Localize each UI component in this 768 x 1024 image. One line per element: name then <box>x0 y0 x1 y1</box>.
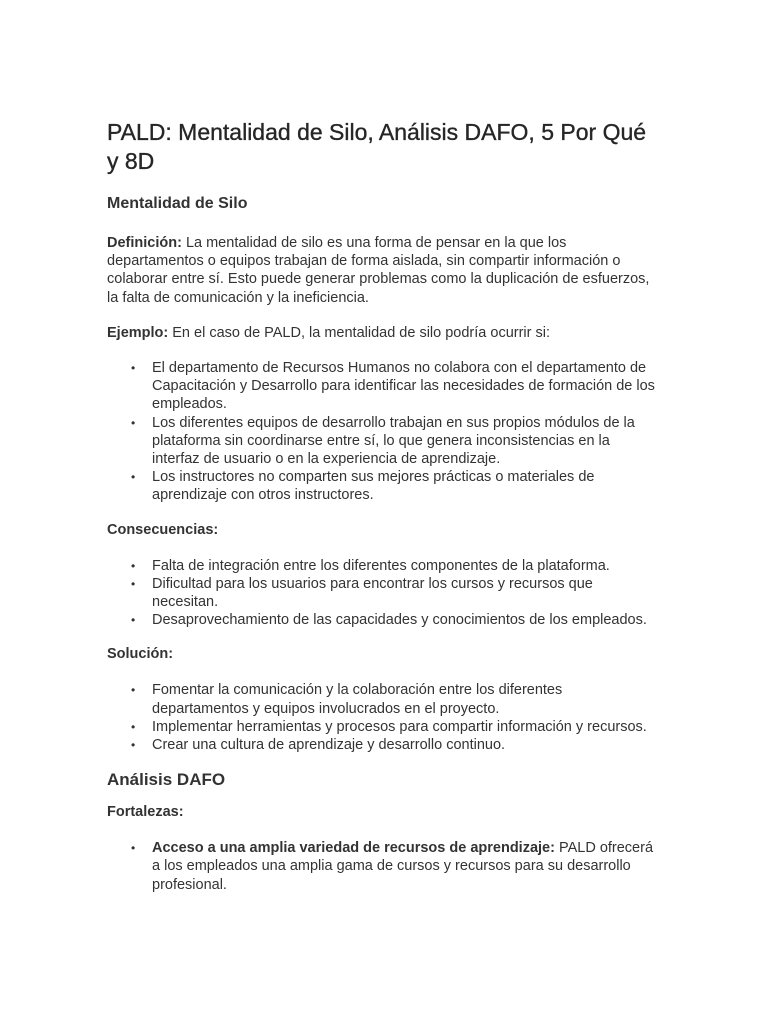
list-item <box>131 468 659 504</box>
strengths-heading: Fortalezas: <box>107 804 184 821</box>
bullet-icon: • <box>131 576 136 591</box>
bullet-icon: • <box>131 841 136 856</box>
section-heading-silo: Mentalidad de Silo <box>107 195 248 212</box>
strength-label: Acceso a una amplia variedad de recursos de aprendizaje: <box>152 840 555 857</box>
list-item-text: Los instructores no comparten sus mejores prácticas o materiales de aprendizaje con otros instructores. <box>152 469 595 504</box>
consequences-heading: Consecuencias: <box>107 521 219 538</box>
list-item-text: Fomentar la comunicación y la colaboración entre los diferentes departamentos y equipos involucrados en el proyecto. <box>152 682 563 717</box>
page-title: PALD: Mentalidad de Silo, Análisis DAFO, 5 Por Qué y 8D <box>107 119 647 174</box>
solution-heading: Solución: <box>107 646 174 663</box>
list-item <box>131 557 659 575</box>
list-item <box>131 681 659 717</box>
list-item <box>131 611 659 629</box>
example-list <box>107 359 659 505</box>
example-text: En el caso de PALD, la mentalidad de silo podría ocurrir si: <box>168 324 550 341</box>
list-item-text: Falta de integración entre los diferentes componentes de la plataforma. <box>152 557 610 574</box>
bullet-icon: • <box>131 361 136 376</box>
section-heading-dafo: Análisis DAFO <box>107 770 226 790</box>
list-item <box>131 839 659 894</box>
list-item-text: Desaprovechamiento de las capacidades y conocimientos de los empleados. <box>152 612 647 629</box>
list-item <box>131 575 659 611</box>
strength-text: PALD ofrecerá a los empleados una amplia gama de cursos y recursos para su desarrollo profesional. <box>152 840 654 893</box>
definition-label: Definición: <box>107 235 182 251</box>
bullet-icon: • <box>131 613 136 628</box>
bullet-icon: • <box>131 558 136 573</box>
document-page <box>107 118 659 910</box>
bullet-icon: • <box>131 719 136 734</box>
bullet-icon: • <box>131 470 136 485</box>
example-label: Ejemplo: <box>107 324 169 341</box>
definition-paragraph <box>107 234 659 307</box>
list-item-text: Los diferentes equipos de desarrollo trabajan en sus propios módulos de la plataforma sin coordinarse entre sí, lo que genera inconsistencias en la interfaz de usuario o en la experiencia de aprendizaje. <box>152 414 635 468</box>
list-item <box>131 359 659 414</box>
definition-text: La mentalidad de silo es una forma de pensar en la que los departamentos o equipos trabajan de forma aislada, sin compartir información o colaborar entre sí. Esto puede generar problemas como la duplicación de esfuerzos, la falta de comunicación y la ineficiencia. <box>107 235 650 306</box>
list-item <box>131 718 659 736</box>
strengths-list <box>107 839 659 894</box>
list-item-text: El departamento de Recursos Humanos no colabora con el departamento de Capacitación y Desarrollo para identificar las necesidades de formación de los empleados. <box>152 360 655 413</box>
bullet-icon: • <box>131 683 136 698</box>
list-item <box>131 736 659 754</box>
bullet-icon: • <box>131 415 136 430</box>
list-item <box>131 414 659 469</box>
example-paragraph <box>107 324 659 342</box>
consequences-list <box>107 557 659 630</box>
list-item-text: Implementar herramientas y procesos para compartir información y recursos. <box>152 718 647 735</box>
bullet-icon: • <box>131 738 136 753</box>
list-item-text: Crear una cultura de aprendizaje y desarrollo continuo. <box>152 737 506 754</box>
solution-list <box>107 681 659 754</box>
list-item-text: Dificultad para los usuarios para encontrar los cursos y recursos que necesitan. <box>152 575 593 611</box>
